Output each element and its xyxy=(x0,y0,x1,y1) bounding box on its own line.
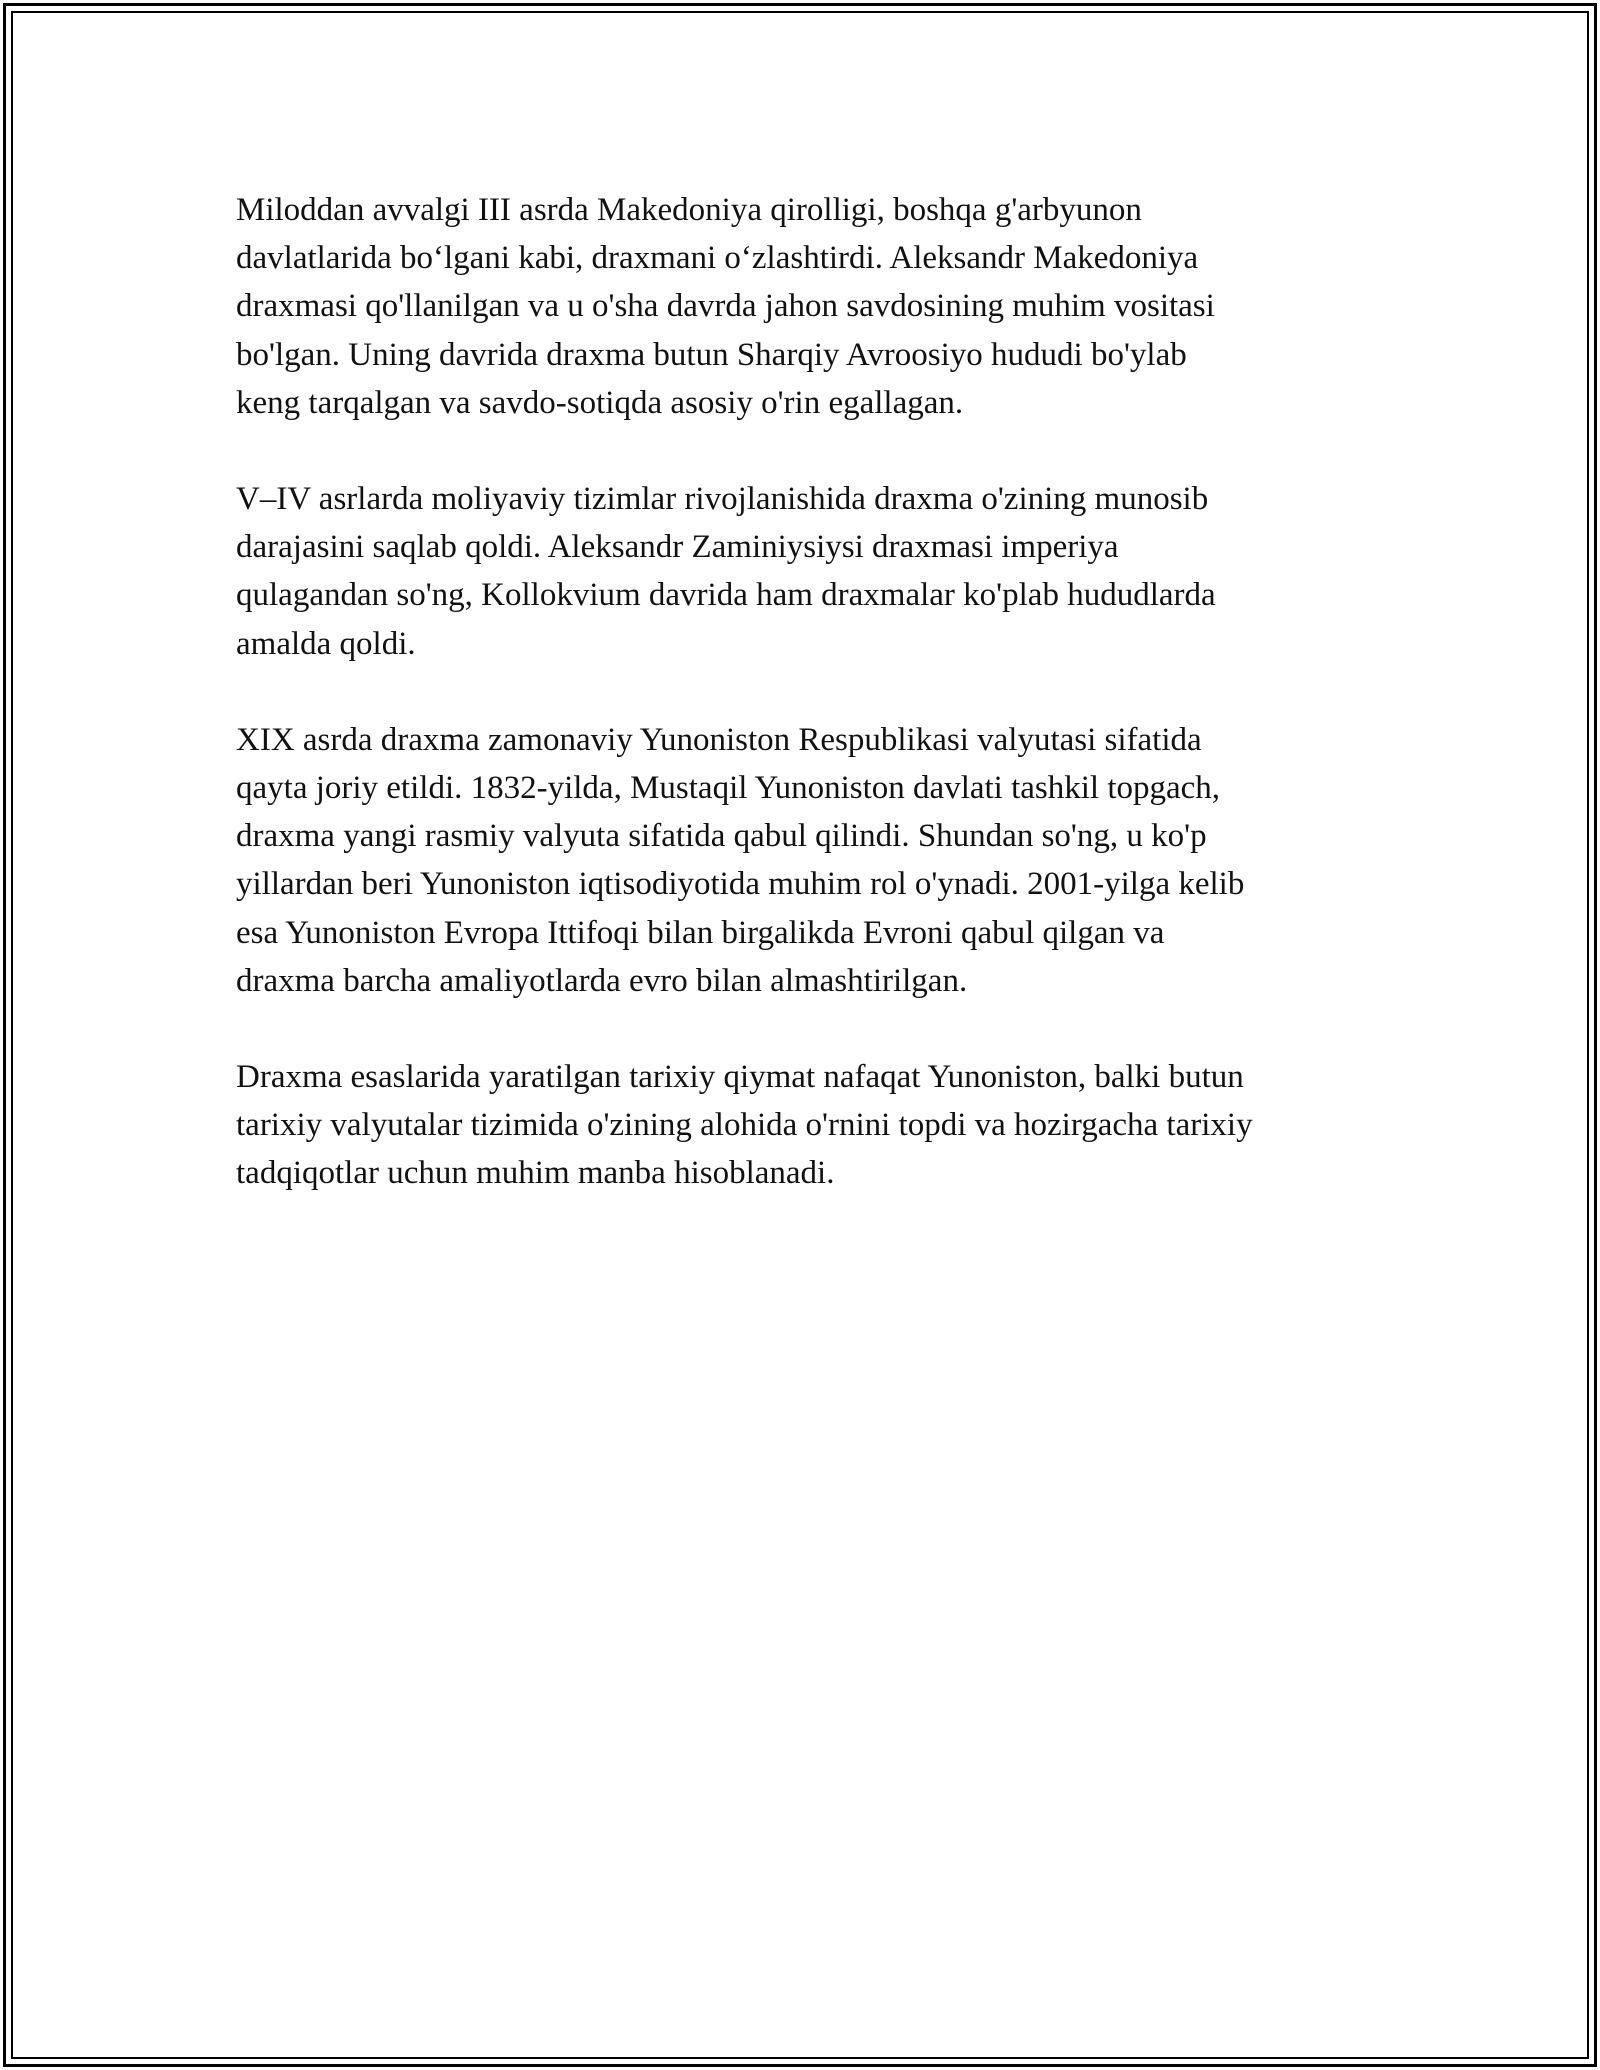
paragraph-historical-value: Draxma esaslarida yaratilgan tarixiy qiymat nafaqat Yunoniston, balki butun tarixiy valyutalar tizimida o'zining alohida o'rnini topdi va hozirgacha tarixiy tadqiqotlar uchun muhim manba hisoblanadi. xyxy=(236,1059,1253,1192)
paragraph-modern-greece: XIX asrda draxma zamonaviy Yunoniston Respublikasi valyutasi sifatida qayta joriy etildi. 1832-yilda, Mustaqil Yunoniston davlati tashkil topgach, draxma yangi rasmiy valyuta sifatida qabul qilindi. Shundan so'ng, u ko'p yillardan beri Yunoniston iqtisodiyotida muhim rol o'ynadi. 2001-yilga kelib esa Yunoniston Evropa Ittifoqi bilan birgalikda Evroni qabul qilgan va draxma barcha amaliyotlarda evro bilan almashtirilgan. xyxy=(236,721,1245,999)
paragraph-macedonian-drachma: Miloddan avvalgi III asrda Makedoniya qirolligi, boshqa g'arbyunon davlatlarida bo‘lgani kabi, draxmani o‘zlashtirdi. Aleksandr Makedoniya draxmasi qo'llanilgan va u o'sha davrda jahon savdosining muhim vositasi bo'lgan. Uning davrida draxma butun Sharqiy Avroosiyo hududi bo'ylab keng tarqalgan va savdo-sotiqda asosiy o'rin egallagan. xyxy=(236,192,1215,421)
document-body xyxy=(236,186,1386,1246)
paragraph-financial-systems: V–IV asrlarda moliyaviy tizimlar rivojlanishida draxma o'zining munosib darajasini saqlab qoldi. Aleksandr Zaminiysiysi draxmasi imperiya qulagandan so'ng, Kollokvium davrida ham draxmalar ko'plab hududlarda amalda qoldi. xyxy=(236,481,1216,662)
